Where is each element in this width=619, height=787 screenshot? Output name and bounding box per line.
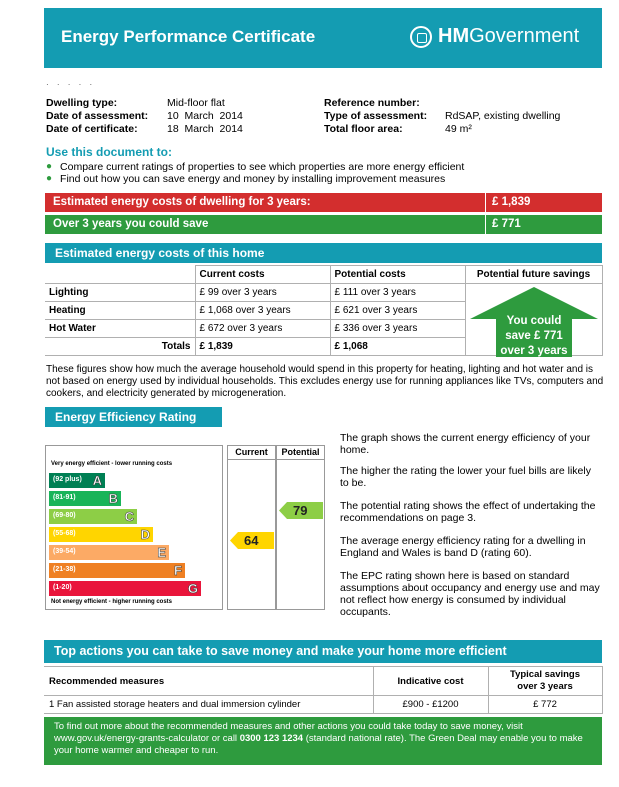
costs-section-title: Estimated energy costs of this home (45, 243, 602, 263)
actions-section-title: Top actions you can take to save money and make your home more efficient (44, 640, 602, 663)
list-item: ● Find out how you can save energy and money by installing improvement measures (46, 173, 446, 185)
inefficient-note: Not energy efficient - higher running costs (51, 599, 173, 605)
use-document-list (46, 161, 464, 185)
band-letter: E (157, 545, 166, 560)
col-future-savings: Potential future savings (465, 266, 602, 284)
list-item: ● Compare current ratings of properties to see which properties are more energy efficient (46, 161, 465, 173)
efficiency-section-title: Energy Efficiency Rating (45, 407, 222, 427)
col-cost: Indicative cost (373, 667, 488, 696)
table-row: 1 Fan assisted storage heaters and dual immersion cylinder £900 - £1200 £ 772 (44, 696, 602, 714)
col-measures: Recommended measures (44, 667, 373, 696)
table-row: Lighting £ 99 over 3 years £ 111 over 3 years (45, 284, 602, 302)
col-current: Current costs (195, 266, 330, 284)
table-header-row (45, 266, 602, 284)
efficient-note: Very energy efficient - lower running costs (51, 461, 173, 467)
band-letter: F (174, 563, 182, 578)
estimated-costs-value: £ 1,839 (485, 193, 602, 212)
band-range: (21-38) (53, 566, 76, 573)
efficiency-paragraph: The potential rating shows the effect of undertaking the recommendations on page 3. (340, 500, 596, 524)
efficiency-paragraph: The higher the rating the lower your fuel bills are likely to be. (340, 465, 591, 489)
current-rating-value: 64 (244, 533, 259, 548)
potential-rating-column (276, 445, 325, 610)
savings-value: £ 771 (485, 215, 602, 234)
assessment-date: 10 March 2014 (167, 110, 243, 122)
phone-number: 0300 123 1234 (239, 733, 304, 744)
rating-band-c (49, 509, 137, 524)
rating-band-g (49, 581, 201, 596)
details-right: Reference number: Type of assessment: Total floor area: (324, 97, 428, 135)
band-range: (81-91) (53, 494, 76, 501)
col-potential: Potential costs (330, 266, 465, 284)
footer-note: To find out more about the recommended measures and other actions you could take today to save money, visit www.gov.uk/energy-grants-calculator or call 0300 123 1234 (standard national rate). The Green Deal may enable you to make your home warmer and cheaper to run. (44, 717, 602, 765)
details-left: Dwelling type: Date of assessment: Date of certificate: (46, 97, 149, 135)
floor-area: 49 m² (445, 123, 472, 135)
future-savings-text: You could save £ 771 over 3 years (500, 315, 568, 357)
current-rating-column (227, 445, 276, 610)
savings-bar: Over 3 years you could save £ 771 (45, 215, 602, 234)
hm-government-logo: HMGovernment (410, 25, 579, 48)
efficiency-paragraph: The graph shows the current energy efficiency of your home. (340, 432, 591, 456)
royal-crest-icon (410, 26, 432, 48)
band-letter: G (187, 581, 198, 596)
header-divider (227, 459, 325, 460)
band-range: (1-20) (53, 584, 72, 591)
dwelling-type: Mid-floor flat (167, 97, 225, 109)
efficiency-paragraph: The EPC rating shown here is based on standard assumptions about occupancy and energy use and may not reflect how energy is consumed by individual occupants. (340, 570, 600, 618)
table-row: Hot Water £ 672 over 3 years £ 336 over 3 years (45, 320, 602, 338)
assessment-type: RdSAP, existing dwelling (445, 110, 561, 122)
use-document-title: Use this document to: (46, 145, 173, 159)
band-range: (92 plus) (53, 476, 82, 483)
table-header-row (44, 667, 602, 696)
rating-band-e (49, 545, 169, 560)
certificate-header (44, 8, 602, 68)
band-range: (55-68) (53, 530, 76, 537)
current-column-header: Current (235, 447, 268, 457)
potential-column-header: Potential (281, 447, 320, 457)
actions-table (44, 666, 603, 714)
bullet-icon: ● (46, 161, 53, 172)
costs-explanation: These figures show how much the average household would spend in this property for heating, lighting and hot water and is not based on energy used by individual households. This excludes energy use for running appliances like TVs, computers and cookers, and electricity generated by microgeneration. (46, 364, 604, 399)
band-letter: B (108, 491, 118, 506)
rating-band-f (49, 563, 185, 578)
address-redacted: · · · · · (46, 80, 96, 89)
details-right-values (445, 97, 560, 136)
band-range: (39-54) (53, 548, 76, 555)
totals-row: Totals £ 1,839 £ 1,068 (45, 338, 602, 356)
potential-rating-value: 79 (293, 503, 308, 518)
rating-band-b (49, 491, 121, 506)
reference-number (445, 97, 560, 110)
rating-band-d (49, 527, 153, 542)
certificate-date: 18 March 2014 (167, 123, 243, 135)
band-letter: C (124, 509, 134, 524)
rating-band-a (49, 473, 105, 488)
bullet-icon: ● (46, 173, 53, 184)
col-savings: Typical savings over 3 years (488, 667, 602, 696)
page-title: Energy Performance Certificate (61, 27, 316, 46)
band-range: (69-80) (53, 512, 76, 519)
estimated-costs-bar: Estimated energy costs of dwelling for 3 years: £ 1,839 (45, 193, 602, 212)
table-row: Heating £ 1,068 over 3 years £ 621 over 3 years (45, 302, 602, 320)
band-letter: A (92, 473, 102, 488)
efficiency-paragraph: The average energy efficiency rating for a dwelling in England and Wales is band D (rating 60). (340, 535, 586, 559)
details-left-values (167, 97, 243, 136)
band-letter: D (140, 527, 150, 542)
